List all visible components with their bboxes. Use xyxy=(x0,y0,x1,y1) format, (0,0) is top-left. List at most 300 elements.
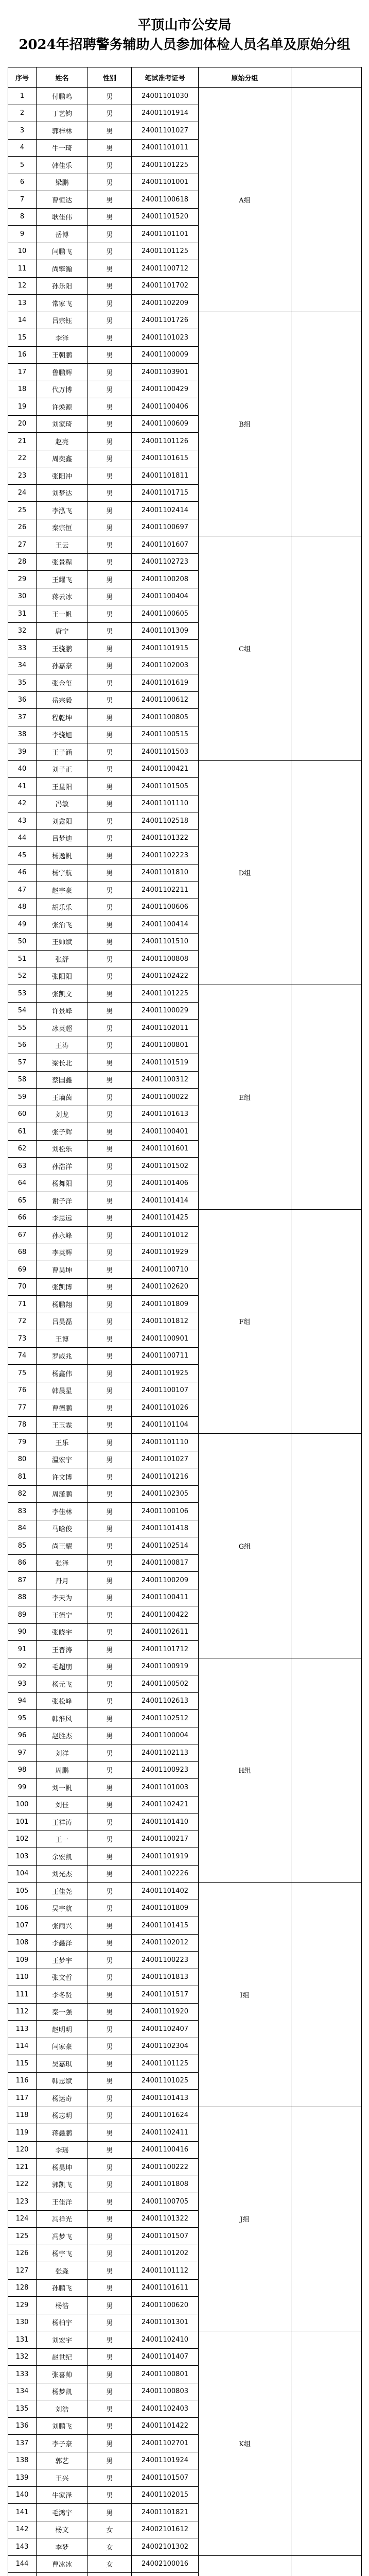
cell-name: 杨逸帆 xyxy=(37,847,88,865)
cell-exam-number: 24001101520 xyxy=(132,208,199,226)
cell-index: 116 xyxy=(8,2072,37,2090)
cell-name: 郭梓林 xyxy=(37,122,88,140)
cell-gender: 男 xyxy=(88,2107,132,2124)
cell-exam-number: 24001100612 xyxy=(132,691,199,709)
cell-exam-number: 24001100919 xyxy=(132,1658,199,1675)
cell-index: 68 xyxy=(8,1244,37,1261)
cell-gender: 男 xyxy=(88,243,132,260)
cell-exam-number: 24001101309 xyxy=(132,622,199,640)
cell-group xyxy=(199,2555,291,2576)
cell-name: 刘梦达 xyxy=(37,484,88,502)
cell-exam-number: 24001101919 xyxy=(132,1848,199,1866)
cell-index: 67 xyxy=(8,1227,37,1244)
cell-index: 1 xyxy=(8,88,37,105)
cell-name: 曹昊坤 xyxy=(37,1261,88,1279)
cell-exam-number: 24001101011 xyxy=(132,139,199,157)
cell-index: 24 xyxy=(8,484,37,502)
cell-exam-number: 24001102305 xyxy=(132,1485,199,1503)
cell-gender: 男 xyxy=(88,1883,132,1900)
cell-name: 王一帆 xyxy=(37,605,88,623)
cell-name: 刘洋 xyxy=(37,1744,88,1762)
cell-index: 5 xyxy=(8,157,37,174)
cell-group: G组 xyxy=(199,1434,291,1658)
cell-exam-number: 24001102226 xyxy=(132,1865,199,1883)
cell-name: 张子辉 xyxy=(37,1123,88,1141)
cell-name: 张淼 xyxy=(37,2262,88,2280)
cell-index: 51 xyxy=(8,951,37,968)
cell-gender: 男 xyxy=(88,2314,132,2331)
cell-gender: 男 xyxy=(88,760,132,778)
cell-gender: 男 xyxy=(88,1209,132,1227)
cell-index: 80 xyxy=(8,1451,37,1468)
cell-index: 39 xyxy=(8,743,37,761)
cell-exam-number: 24001102611 xyxy=(132,1623,199,1641)
cell-gender: 男 xyxy=(88,1537,132,1555)
cell-gender: 男 xyxy=(88,743,132,761)
cell-index: 143 xyxy=(8,2538,37,2556)
cell-exam-number: 24001101925 xyxy=(132,1365,199,1382)
cell-exam-number: 24001100401 xyxy=(132,1123,199,1141)
cell-index: 60 xyxy=(8,1106,37,1123)
cell-name: 李天为 xyxy=(37,1589,88,1606)
header-gender: 性别 xyxy=(88,67,132,88)
cell-name: 杨运奇 xyxy=(37,2090,88,2107)
cell-index: 4 xyxy=(8,139,37,157)
cell-name: 王涛 xyxy=(37,1037,88,1054)
cell-name: 杨文 xyxy=(37,2521,88,2538)
cell-name: 冯祥光 xyxy=(37,2210,88,2228)
cell-name: 韩佳乐 xyxy=(37,157,88,174)
cell-name: 杨鑫伟 xyxy=(37,1365,88,1382)
cell-index: 104 xyxy=(8,1865,37,1883)
cell-name: 张舒 xyxy=(37,951,88,968)
cell-index: 47 xyxy=(8,882,37,899)
cell-name: 尚王耀 xyxy=(37,1537,88,1555)
cell-index: 31 xyxy=(8,605,37,623)
cell-exam-number: 24001101101 xyxy=(132,226,199,243)
cell-name: 张治飞 xyxy=(37,916,88,934)
cell-gender xyxy=(88,2573,132,2576)
cell-blank xyxy=(291,88,362,312)
cell-exam-number: 24001100618 xyxy=(132,191,199,209)
cell-gender: 男 xyxy=(88,829,132,847)
cell-index: 97 xyxy=(8,1744,37,1762)
table-row xyxy=(8,88,362,105)
cell-gender: 男 xyxy=(88,1140,132,1158)
cell-name: 王博 xyxy=(37,1330,88,1348)
cell-gender: 男 xyxy=(88,1520,132,1537)
cell-exam-number: 24001100515 xyxy=(132,726,199,743)
cell-exam-number: 24001100805 xyxy=(132,709,199,726)
cell-name: 蔡国鑫 xyxy=(37,1071,88,1089)
cell-name: 王朝鹏 xyxy=(37,346,88,364)
cell-gender: 男 xyxy=(88,1434,132,1451)
cell-exam-number: 24001101505 xyxy=(132,778,199,795)
cell-index: 81 xyxy=(8,1468,37,1486)
cell-name: 杨昊坤 xyxy=(37,2159,88,2176)
cell-exam-number: 24001100711 xyxy=(132,1347,199,1365)
cell-name: 刘一帆 xyxy=(37,1779,88,1797)
cell-exam-number: 24001101001 xyxy=(132,174,199,191)
cell-gender: 男 xyxy=(88,553,132,571)
cell-index: 43 xyxy=(8,812,37,830)
cell-gender: 男 xyxy=(88,1106,132,1123)
cell-name: 曹恒达 xyxy=(37,191,88,209)
cell-index: 99 xyxy=(8,1779,37,1797)
cell-index: 137 xyxy=(8,2435,37,2452)
cell-name: 张喜帅 xyxy=(37,2366,88,2383)
cell-index: 77 xyxy=(8,1399,37,1417)
cell-index: 90 xyxy=(8,1623,37,1641)
cell-gender: 男 xyxy=(88,1554,132,1572)
cell-exam-number: 24001101402 xyxy=(132,1883,199,1900)
cell-exam-number: 24001101027 xyxy=(132,122,199,140)
cell-exam-number: 24001101503 xyxy=(132,743,199,761)
cell-gender: 男 xyxy=(88,778,132,795)
cell-exam-number: 24001101702 xyxy=(132,277,199,295)
cell-exam-number: 24001101715 xyxy=(132,484,199,502)
cell-gender: 男 xyxy=(88,2021,132,2038)
cell-name: 冰英超 xyxy=(37,1020,88,1037)
cell-name: 王墒茵 xyxy=(37,1089,88,1106)
cell-name: 郭艺 xyxy=(37,2452,88,2469)
cell-gender: 男 xyxy=(88,968,132,985)
cell-exam-number: 24001102407 xyxy=(132,2021,199,2038)
cell-exam-number: 24001101611 xyxy=(132,2279,199,2297)
cell-name: 李思远 xyxy=(37,1209,88,1227)
cell-gender: 男 xyxy=(88,2262,132,2280)
cell-exam-number: 24001100705 xyxy=(132,2193,199,2211)
cell-gender: 男 xyxy=(88,1365,132,1382)
candidate-table xyxy=(8,67,362,2576)
cell-gender: 女 xyxy=(88,2538,132,2556)
cell-exam-number: 24001101624 xyxy=(132,2107,199,2124)
cell-exam-number: 24001100901 xyxy=(132,1330,199,1348)
cell-group: D组 xyxy=(199,760,291,985)
cell-gender: 男 xyxy=(88,1296,132,1313)
cell-name: 马晗俊 xyxy=(37,1520,88,1537)
cell-exam-number: 24001100217 xyxy=(132,1831,199,1848)
cell-gender: 男 xyxy=(88,847,132,865)
cell-gender: 男 xyxy=(88,1468,132,1486)
cell-index: 122 xyxy=(8,2176,37,2193)
cell-index: 12 xyxy=(8,277,37,295)
cell-exam-number: 24001100106 xyxy=(132,1503,199,1520)
cell-exam-number: 24001101914 xyxy=(132,105,199,122)
cell-exam-number: 24001100416 xyxy=(132,2141,199,2159)
cell-exam-number: 24001100801 xyxy=(132,2366,199,2383)
cell-exam-number: 24001101301 xyxy=(132,2314,199,2331)
cell-exam-number: 24001101216 xyxy=(132,1468,199,1486)
cell-name: 尚擎瀚 xyxy=(37,260,88,278)
cell-exam-number: 24001101811 xyxy=(132,467,199,485)
cell-index: 44 xyxy=(8,829,37,847)
cell-index: 124 xyxy=(8,2210,37,2228)
cell-gender: 男 xyxy=(88,882,132,899)
cell-index: 100 xyxy=(8,1796,37,1814)
cell-index: 40 xyxy=(8,760,37,778)
cell-name: 冯梦飞 xyxy=(37,2228,88,2245)
cell-index: 70 xyxy=(8,1278,37,1296)
cell-exam-number: 24001100712 xyxy=(132,260,199,278)
cell-name: 李子豪 xyxy=(37,2435,88,2452)
cell-name: 李佳林 xyxy=(37,1503,88,1520)
cell-name: 吕昊磊 xyxy=(37,1313,88,1330)
cell-index: 105 xyxy=(8,1883,37,1900)
cell-gender: 男 xyxy=(88,1917,132,1935)
cell-name: 吕宗钰 xyxy=(37,312,88,329)
cell-gender: 男 xyxy=(88,1865,132,1883)
cell-exam-number: 24001100605 xyxy=(132,605,199,623)
cell-gender: 男 xyxy=(88,1089,132,1106)
document-title xyxy=(0,15,369,55)
cell-index: 32 xyxy=(8,622,37,640)
table-row xyxy=(8,1209,362,1227)
cell-index: 14 xyxy=(8,312,37,329)
cell-exam-number: 24001100803 xyxy=(132,2383,199,2400)
cell-index xyxy=(8,2573,37,2576)
cell-name: 王佳尧 xyxy=(37,1883,88,1900)
cell-index: 16 xyxy=(8,346,37,364)
table-row xyxy=(8,1883,362,1900)
cell-blank xyxy=(291,2555,362,2576)
cell-gender: 男 xyxy=(88,1313,132,1330)
cell-exam-number: 24001100009 xyxy=(132,346,199,364)
cell-name: 梁长北 xyxy=(37,1054,88,1072)
cell-name: 付鹏鸣 xyxy=(37,88,88,105)
cell-index: 118 xyxy=(8,2107,37,2124)
cell-index: 112 xyxy=(8,2003,37,2021)
cell-index: 133 xyxy=(8,2366,37,2383)
cell-name: 杨浩 xyxy=(37,2297,88,2314)
cell-index: 128 xyxy=(8,2279,37,2297)
cell-exam-number: 24001101812 xyxy=(132,1313,199,1330)
cell-index: 123 xyxy=(8,2193,37,2211)
cell-gender: 男 xyxy=(88,1623,132,1641)
cell-gender: 男 xyxy=(88,1761,132,1779)
cell-name: 刘子正 xyxy=(37,760,88,778)
cell-name: 王玉霖 xyxy=(37,1416,88,1434)
cell-exam-number: 24001101414 xyxy=(132,1192,199,1210)
cell-exam-number: 24002101302 xyxy=(132,2538,199,2556)
cell-exam-number: 24001101202 xyxy=(132,2245,199,2262)
cell-index: 79 xyxy=(8,1434,37,1451)
cell-index: 127 xyxy=(8,2262,37,2280)
cell-index: 78 xyxy=(8,1416,37,1434)
cell-gender: 男 xyxy=(88,1952,132,1969)
cell-gender: 男 xyxy=(88,1451,132,1468)
header-group: 原始分组 xyxy=(199,67,291,88)
cell-index: 65 xyxy=(8,1192,37,1210)
cell-index: 76 xyxy=(8,1382,37,1399)
cell-index: 132 xyxy=(8,2348,37,2366)
cell-index: 134 xyxy=(8,2383,37,2400)
cell-exam-number: 24001100208 xyxy=(132,571,199,588)
cell-name: 牛家泽 xyxy=(37,2486,88,2504)
cell-name: 刘龙 xyxy=(37,1106,88,1123)
cell-gender: 男 xyxy=(88,1261,132,1279)
cell-gender: 男 xyxy=(88,899,132,916)
cell-index: 18 xyxy=(8,381,37,398)
cell-index: 130 xyxy=(8,2314,37,2331)
cell-exam-number: 24001101607 xyxy=(132,536,199,554)
cell-name: 吴宇航 xyxy=(37,1900,88,1917)
cell-group: J组 xyxy=(199,2107,291,2331)
cell-index: 52 xyxy=(8,968,37,985)
cell-name: 王晋涛 xyxy=(37,1641,88,1658)
cell-name: 许景峰 xyxy=(37,1002,88,1020)
cell-gender: 男 xyxy=(88,174,132,191)
cell-index: 141 xyxy=(8,2504,37,2521)
cell-index: 85 xyxy=(8,1537,37,1555)
cell-gender: 男 xyxy=(88,2469,132,2487)
cell-gender: 男 xyxy=(88,605,132,623)
cell-gender: 男 xyxy=(88,2348,132,2366)
cell-name: 张雨兴 xyxy=(37,1917,88,1935)
cell-gender: 男 xyxy=(88,864,132,882)
cell-index: 102 xyxy=(8,1831,37,1848)
cell-exam-number: 24001100697 xyxy=(132,519,199,536)
header-name: 姓名 xyxy=(37,67,88,88)
cell-index: 71 xyxy=(8,1296,37,1313)
cell-exam-number: 24001101225 xyxy=(132,157,199,174)
cell-exam-number: 24001102701 xyxy=(132,2435,199,2452)
cell-index: 48 xyxy=(8,899,37,916)
cell-index: 131 xyxy=(8,2331,37,2349)
cell-name: 杨宇飞 xyxy=(37,2245,88,2262)
cell-index: 129 xyxy=(8,2297,37,2314)
cell-exam-number: 24001101502 xyxy=(132,1158,199,1175)
cell-gender: 男 xyxy=(88,2124,132,2142)
cell-name: 王乐 xyxy=(37,1434,88,1451)
cell-blank xyxy=(291,1883,362,2107)
cell-exam-number: 24001102421 xyxy=(132,1796,199,1814)
cell-name: 韩晨星 xyxy=(37,1382,88,1399)
cell-gender: 男 xyxy=(88,2003,132,2021)
cell-exam-number: 24001101413 xyxy=(132,2090,199,2107)
cell-gender: 男 xyxy=(88,622,132,640)
cell-name: 李梦 xyxy=(37,2538,88,2556)
table-row xyxy=(8,1434,362,1451)
cell-gender: 男 xyxy=(88,2038,132,2055)
cell-exam-number: 24001102003 xyxy=(132,657,199,674)
cell-index: 103 xyxy=(8,1848,37,1866)
cell-exam-number: 24001101810 xyxy=(132,864,199,882)
cell-name: 刘宏宇 xyxy=(37,2331,88,2349)
cell-gender: 男 xyxy=(88,1503,132,1520)
cell-name: 王佳洋 xyxy=(37,2193,88,2211)
cell-exam-number: 24001101809 xyxy=(132,1900,199,1917)
cell-name: 赵明明 xyxy=(37,2021,88,2038)
table-row xyxy=(8,2331,362,2349)
cell-index: 91 xyxy=(8,1641,37,1658)
cell-name: 刘光杰 xyxy=(37,1865,88,1883)
cell-index: 64 xyxy=(8,1175,37,1192)
cell-index: 88 xyxy=(8,1589,37,1606)
cell-exam-number: 24001101519 xyxy=(132,1054,199,1072)
cell-index: 54 xyxy=(8,1002,37,1020)
cell-gender: 男 xyxy=(88,1054,132,1072)
cell-index: 21 xyxy=(8,433,37,450)
cell-index: 66 xyxy=(8,1209,37,1227)
cell-gender: 男 xyxy=(88,2055,132,2073)
cell-gender: 男 xyxy=(88,2245,132,2262)
cell-gender: 男 xyxy=(88,226,132,243)
table-row xyxy=(8,312,362,329)
cell-name: 胡乐乐 xyxy=(37,899,88,916)
cell-gender: 男 xyxy=(88,484,132,502)
cell-name: 耿佳伟 xyxy=(37,208,88,226)
cell-name: 岳宗毅 xyxy=(37,691,88,709)
cell-name: 王一 xyxy=(37,1831,88,1848)
cell-index: 96 xyxy=(8,1727,37,1744)
cell-name: 许焕源 xyxy=(37,398,88,416)
cell-name: 刘松乐 xyxy=(37,1140,88,1158)
cell-gender: 男 xyxy=(88,709,132,726)
cell-name: 张泽 xyxy=(37,1554,88,1572)
cell-index: 42 xyxy=(8,795,37,812)
cell-name: 周奕鑫 xyxy=(37,450,88,467)
cell-exam-number: 24001101410 xyxy=(132,1814,199,1831)
cell-index: 20 xyxy=(8,415,37,433)
cell-exam-number: 24001101422 xyxy=(132,2417,199,2435)
cell-gender: 男 xyxy=(88,2435,132,2452)
cell-gender: 男 xyxy=(88,312,132,329)
cell-exam-number: 24001100404 xyxy=(132,588,199,605)
cell-gender: 男 xyxy=(88,467,132,485)
cell-exam-number: 24001101110 xyxy=(132,795,199,812)
cell-name: 韩淮风 xyxy=(37,1710,88,1727)
cell-index: 86 xyxy=(8,1554,37,1572)
cell-index: 23 xyxy=(8,467,37,485)
cell-index: 121 xyxy=(8,2159,37,2176)
cell-gender: 男 xyxy=(88,1848,132,1866)
cell-index: 10 xyxy=(8,243,37,260)
cell-exam-number: 24001101026 xyxy=(132,1399,199,1417)
cell-name: 丁艺钧 xyxy=(37,105,88,122)
cell-index: 72 xyxy=(8,1313,37,1330)
cell-gender: 男 xyxy=(88,1606,132,1624)
cell-gender: 男 xyxy=(88,346,132,364)
cell-exam-number: 24001101821 xyxy=(132,2504,199,2521)
cell-exam-number: 24001101322 xyxy=(132,2210,199,2228)
cell-gender: 男 xyxy=(88,2141,132,2159)
cell-index: 89 xyxy=(8,1606,37,1624)
cell-name: 唐宁 xyxy=(37,622,88,640)
header-index: 序号 xyxy=(8,67,37,88)
cell-gender: 男 xyxy=(88,1020,132,1037)
cell-index: 140 xyxy=(8,2486,37,2504)
cell-exam-number: 24001100422 xyxy=(132,1606,199,1624)
cell-gender: 男 xyxy=(88,985,132,1003)
cell-index: 33 xyxy=(8,640,37,657)
cell-exam-number: 24001101415 xyxy=(132,1917,199,1935)
cell-gender: 男 xyxy=(88,916,132,934)
cell-name: 王星阳 xyxy=(37,778,88,795)
cell-name: 张松峰 xyxy=(37,1692,88,1710)
cell-index: 9 xyxy=(8,226,37,243)
cell-index: 45 xyxy=(8,847,37,865)
cell-exam-number: 24001101418 xyxy=(132,1520,199,1537)
cell-name: 刘家琦 xyxy=(37,415,88,433)
cell-exam-number: 24001102613 xyxy=(132,1692,199,1710)
cell-gender: 男 xyxy=(88,329,132,347)
cell-exam-number: 24001101613 xyxy=(132,1106,199,1123)
cell-exam-number: 24001102411 xyxy=(132,2124,199,2142)
cell-exam-number: 24001102512 xyxy=(132,1710,199,1727)
cell-blank xyxy=(291,312,362,536)
cell-blank xyxy=(291,760,362,985)
